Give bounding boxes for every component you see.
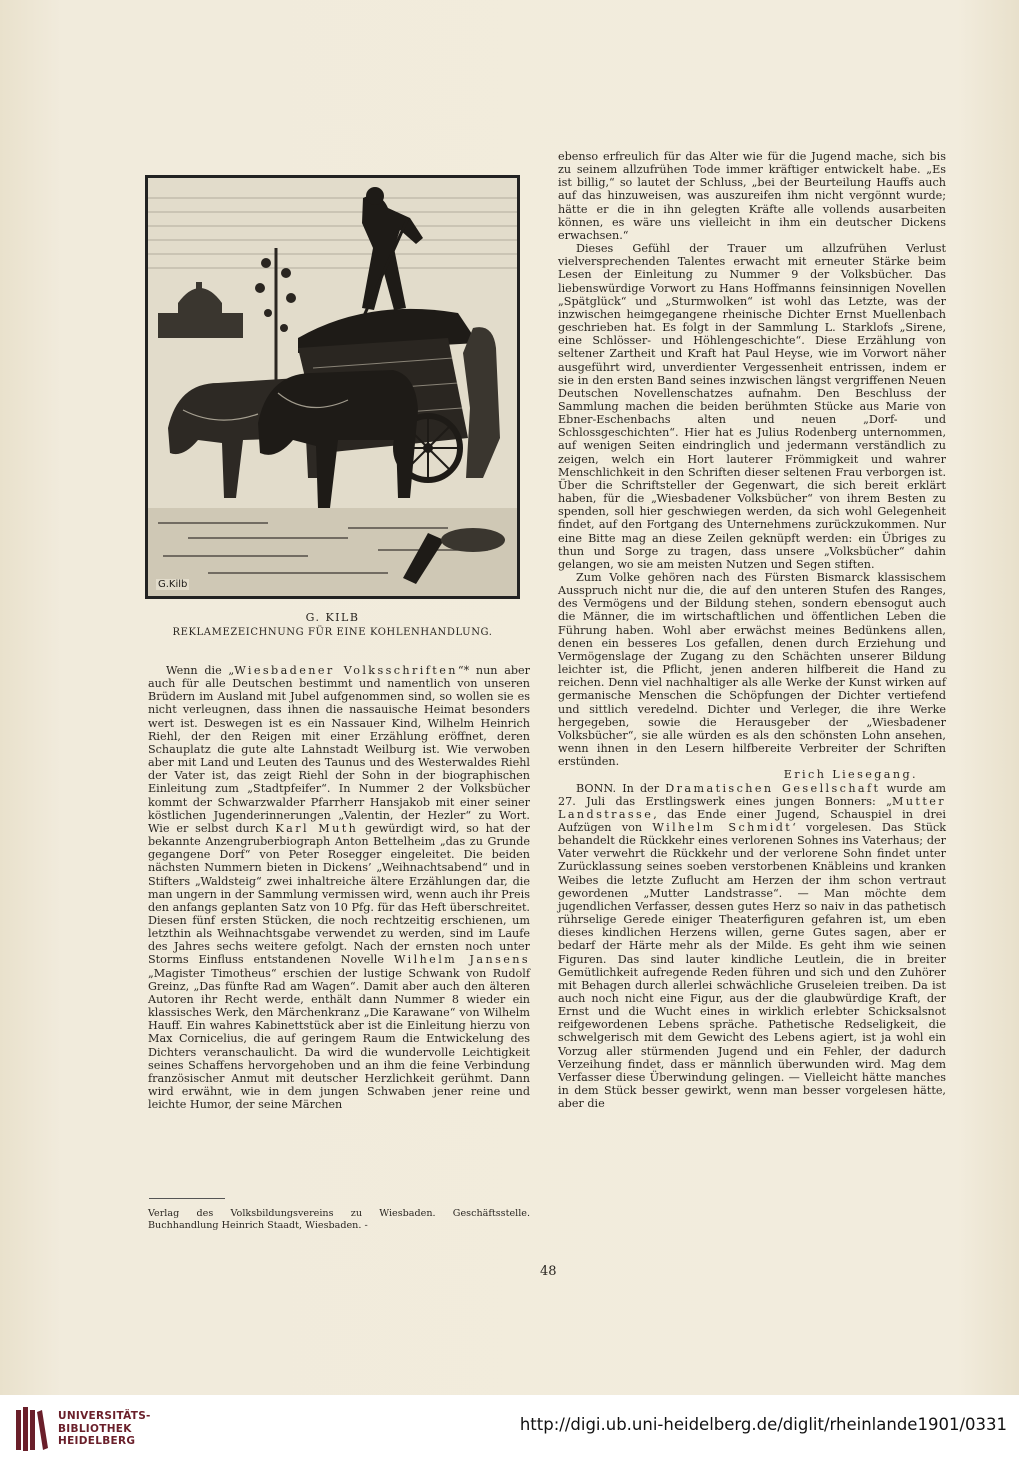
figure-caption-subtitle: REKLAMEZEICHNUNG FÜR EINE KOHLENHANDLUNG. [172, 627, 493, 638]
right-text-column [558, 150, 946, 1110]
library-name: UNIVERSITÄTS- BIBLIOTHEK HEIDELBERG [58, 1410, 151, 1447]
figure-caption-title: G. KILB [305, 611, 360, 624]
paragraph: ebenso erfreulich für das Alter wie für die Jugend mache, sich bis zu seinem allzufrühen Tode immer kräftiger entwickelt habe. „Es ist billig,“ so lautet der Schluss, „bei der Beurteilung Hauffs auch auf das hinzuweisen, was auszureifen ihm nicht vergönnt wurde; hätte er die in ihn gelegten Kräfte alle vollends ausarbeiten können, es wäre uns vielleicht in ihm ein deutscher Dickens erwachsen.“ [558, 150, 946, 242]
paragraph: Zum Volke gehören nach des Fürsten Bismarck klassischem Ausspruch nicht nur die, die auf den unteren Stufen des Ranges, des Vermögens und der Bildung stehen, sondern ebensogut auch die Männer, die im wirtschaftlichen und öffentlichen Leben die Führung haben. Wohl aber erwächst meines Bedünkens allen, denen ein besseres Los gefallen, denen durch Erziehung und Vermögenslage der Zugang zu den Schächten unserer Bildung leichter ist, die Pflicht, jenen anderen hilfbereit die Hand zu reichen. Denn viel nachhaltiger als alle Werke der Kunst wirken auf germanische Menschen die Schöpfungen der Dichter vertiefend und sittlich veredelnd. Dichter und Verleger, die ihre Werke hergegeben, sowie die Herausgeber der „Wiesbadener Volksbücher“, sie alle würden es als den schönsten Lohn ansehen, wenn ihnen in den Lesern hilfbereite Verbreiter der Schriften erstünden. [558, 571, 946, 769]
paragraph: Wenn die „Wiesbadener Volksschriften“* nun aber auch für alle Deutschen bestimmt und namentlich von unseren Brüdern im Ausland mit Jubel aufgenommen sind, so wollen sie es nicht verleugnen, dass ihnen die nassauische Heimat besonders wert ist. Deswegen ist es ein Nassauer Kind, Wilhelm Heinrich Riehl, der den Reigen mit einer Erzählung eröffnet, deren Schauplatz die gute alte Lahnstadt Weilburg ist. Wie verwoben aber mit Land und Leuten des Taunus und des Westerwaldes Riehl der Vater ist, das zeigt Riehl der Sohn in der biographischen Einleitung zum „Stadtpfeifer“. In Nummer 2 der Volksbücher kommt der Schwarzwalder Pfarrherr Hansjakob mit einer seiner köstlichen Jugenderinnerungen „Valentin, der Hezler“ zu Wort. Wie er selbst durch Karl Muth gewürdigt wird, so hat der bekannte Anzengruberbiograph Anton Bettelheim „das zu Grunde gegangene Dorf“ von Peter Rosegger eingeleitet. Die beiden nächsten Nummern bieten in Dickens’ „Weihnachtsabend“ und in Stifters „Waldsteig“ zwei inhaltreiche ältere Erzählungen dar, die man ungern in der Sammlung vermissen wird, wenn auch ihr Preis den anfangs geplanten Satz von 10 Pfg. für das Heft überschreitet. Diesen fünf ersten Stücken, die noch rechtzeitig erschienen, um letzthin als Weihnachtsgabe verwendet zu werden, sind im Laufe des Jahres sechs weitere gefolgt. Nach der ernsten noch unter Storms Einfluss entstandenen Novelle Wilhelm Jansens „Magister Timotheus“ erschien der lustige Schwank von Rudolf Greinz, „Das fünfte Rad am Wagen“. Damit aber auch den älteren Autoren ihr Recht werde, enthält dann Nummer 8 wieder ein klassisches Werk, den Märchenkranz „Die Karawane“ von Wilhelm Hauff. Ein wahres Kabinettstück aber ist die Einleitung hierzu von Max Cornicelius, die auf geringem Raum die Entwickelung des Dichters veranschaulicht. Da wird die wundervolle Leichtigkeit seines Schaffens hervorgehoben und an ihm die feine Verbindung französischer Anmut mit deutscher Herzlichkeit gerühmt. Dann wird erwähnt, wie in dem jungen Schwaben jener reine und leichte Humor, der seine Märchen [148, 664, 530, 1112]
woodcut-illustration [145, 175, 520, 599]
paragraph: BONN. In der Dramatischen Gesellschaft wurde am 27. Juli das Erstlingswerk eines jungen Bonners: „Mutter Landstrasse, das Ende einer Jugend, Schauspiel in drei Aufzügen von Wilhelm Schmidt‘ vorgelesen. Das Stück behandelt die Rückkehr eines verlorenen Sohnes ins Vaterhaus; der Vater verwehrt die Rückkehr und der verlorene Sohn findet unter Zurücklassung seines soeben verstorbenen Knäbleins und kranken Weibes die letzte Zuflucht am Herzen der ihm schon vertraut gewordenen „Mutter Landstrasse“. — Man möchte dem jugendlichen Verfasser, dessen gutes Herz so naiv in das pathetisch rührselige Gerede einiger Theaterfiguren gefahren ist, um eben dieses kindlichen Herzens willen, gerne Gutes sagen, aber er bedarf der Härte mehr als der Milde. Es geht ihm wie seinen Figuren. Das sind lauter kindliche Leutlein, die in breiter Gemütlichkeit aufregende Reden führen und sich und den Zuhörer mit Behagen durch allerlei schwächliche Gruseleien treiben. Da ist auch noch nicht eine Figur, aus der die glaubwürdige Kraft, der Ernst und die Wucht eines in wirklich erlebter Schicksalsnot reifgewordenen Lebens spräche. Pathetische Redseligkeit, die schwelgerisch mit dem Gewicht des Lebens agiert, ist ja wohl ein Vorzug aller stürmenden Jugend und ein Fehler, der dadurch Verzeihung findet, dass er männlich überwunden wird. Mag dem Verfasser diese Überwindung gelingen. — Vielleicht hätte manches in dem Stück besser gewirkt, wenn man besser vorgelesen hätte, aber die [558, 781, 946, 1111]
artist-signature: G.Kilb [158, 579, 188, 590]
footnote: Verlag des Volksbildungsvereins zu Wiesbaden. Geschäftsstelle. Buchhandlung Heinrich Staadt, Wiesbaden. - [148, 1208, 530, 1231]
page-number: 48 [540, 1264, 557, 1279]
paragraph: Dieses Gefühl der Trauer um allzufrühen Verlust vielversprechenden Talentes erwacht mit erneuter Stärke beim Lesen der Einleitung zu Nummer 9 der Volksbücher. Das liebenswürdige Vorwort zu Hans Hoffmanns feinsinnigen Novellen „Spätglück“ und „Sturmwolken“ ist wohl das Letzte, was der inzwischen heimgegangene rheinische Dichter Ernst Muellenbach geschrieben hat. Es folgt in der Sammlung L. Starklofs „Sirene, eine Schlösser- und Höhlengeschichte“. Diese Erzählung von seltener Zartheit und Kraft hat Paul Heyse, wie im Vorwort näher ausgeführt wird, unverdienter Vergessenheit entrissen, indem er sie in den ersten Band seines inzwischen längst vergriffenen Neuen Deutschen Novellenschatzes aufnahm. Den Beschluss der Sammlung machen die beiden berühmten Stücke aus Marie von Ebner-Eschenbachs alten und neuen „Dorf- und Schlossgeschichten“. Hier hat es Julius Rodenberg unternommen, auf wenigen Seiten eindringlich und jedermann verständlich zu zeigen, welch ein Hort lauterer Frömmigkeit und wahrer Menschlichkeit in den Schriften dieser seltenen Frau verborgen ist. Über die Schriftsteller der Gegenwart, die sich bereit erklärt haben, für die „Wiesbadener Volksbücher“ von ihrem Besten zu spenden, soll hier geschwiegen werden, da sich wohl Gelegenheit findet, auf den Fortgang des Unternehmens zurückzukommen. Nur eine Bitte mag an diese Zeilen geknüpft werden: ein Übriges zu thun und Sorge zu tragen, dass unsere „Volksbücher“ dahin gelangen, wo sie am meisten Nutzen und Segen stiften. [558, 242, 946, 571]
author-signature: Erich Liesegang. [783, 768, 918, 782]
permalink-url[interactable]: http://digi.ub.uni-heidelberg.de/diglit/rheinlande1901/0331 [519, 1415, 1007, 1434]
footnote-divider [149, 1198, 225, 1199]
left-text-column [148, 664, 530, 1111]
heidelberg-library-logo-icon[interactable] [12, 1404, 52, 1454]
